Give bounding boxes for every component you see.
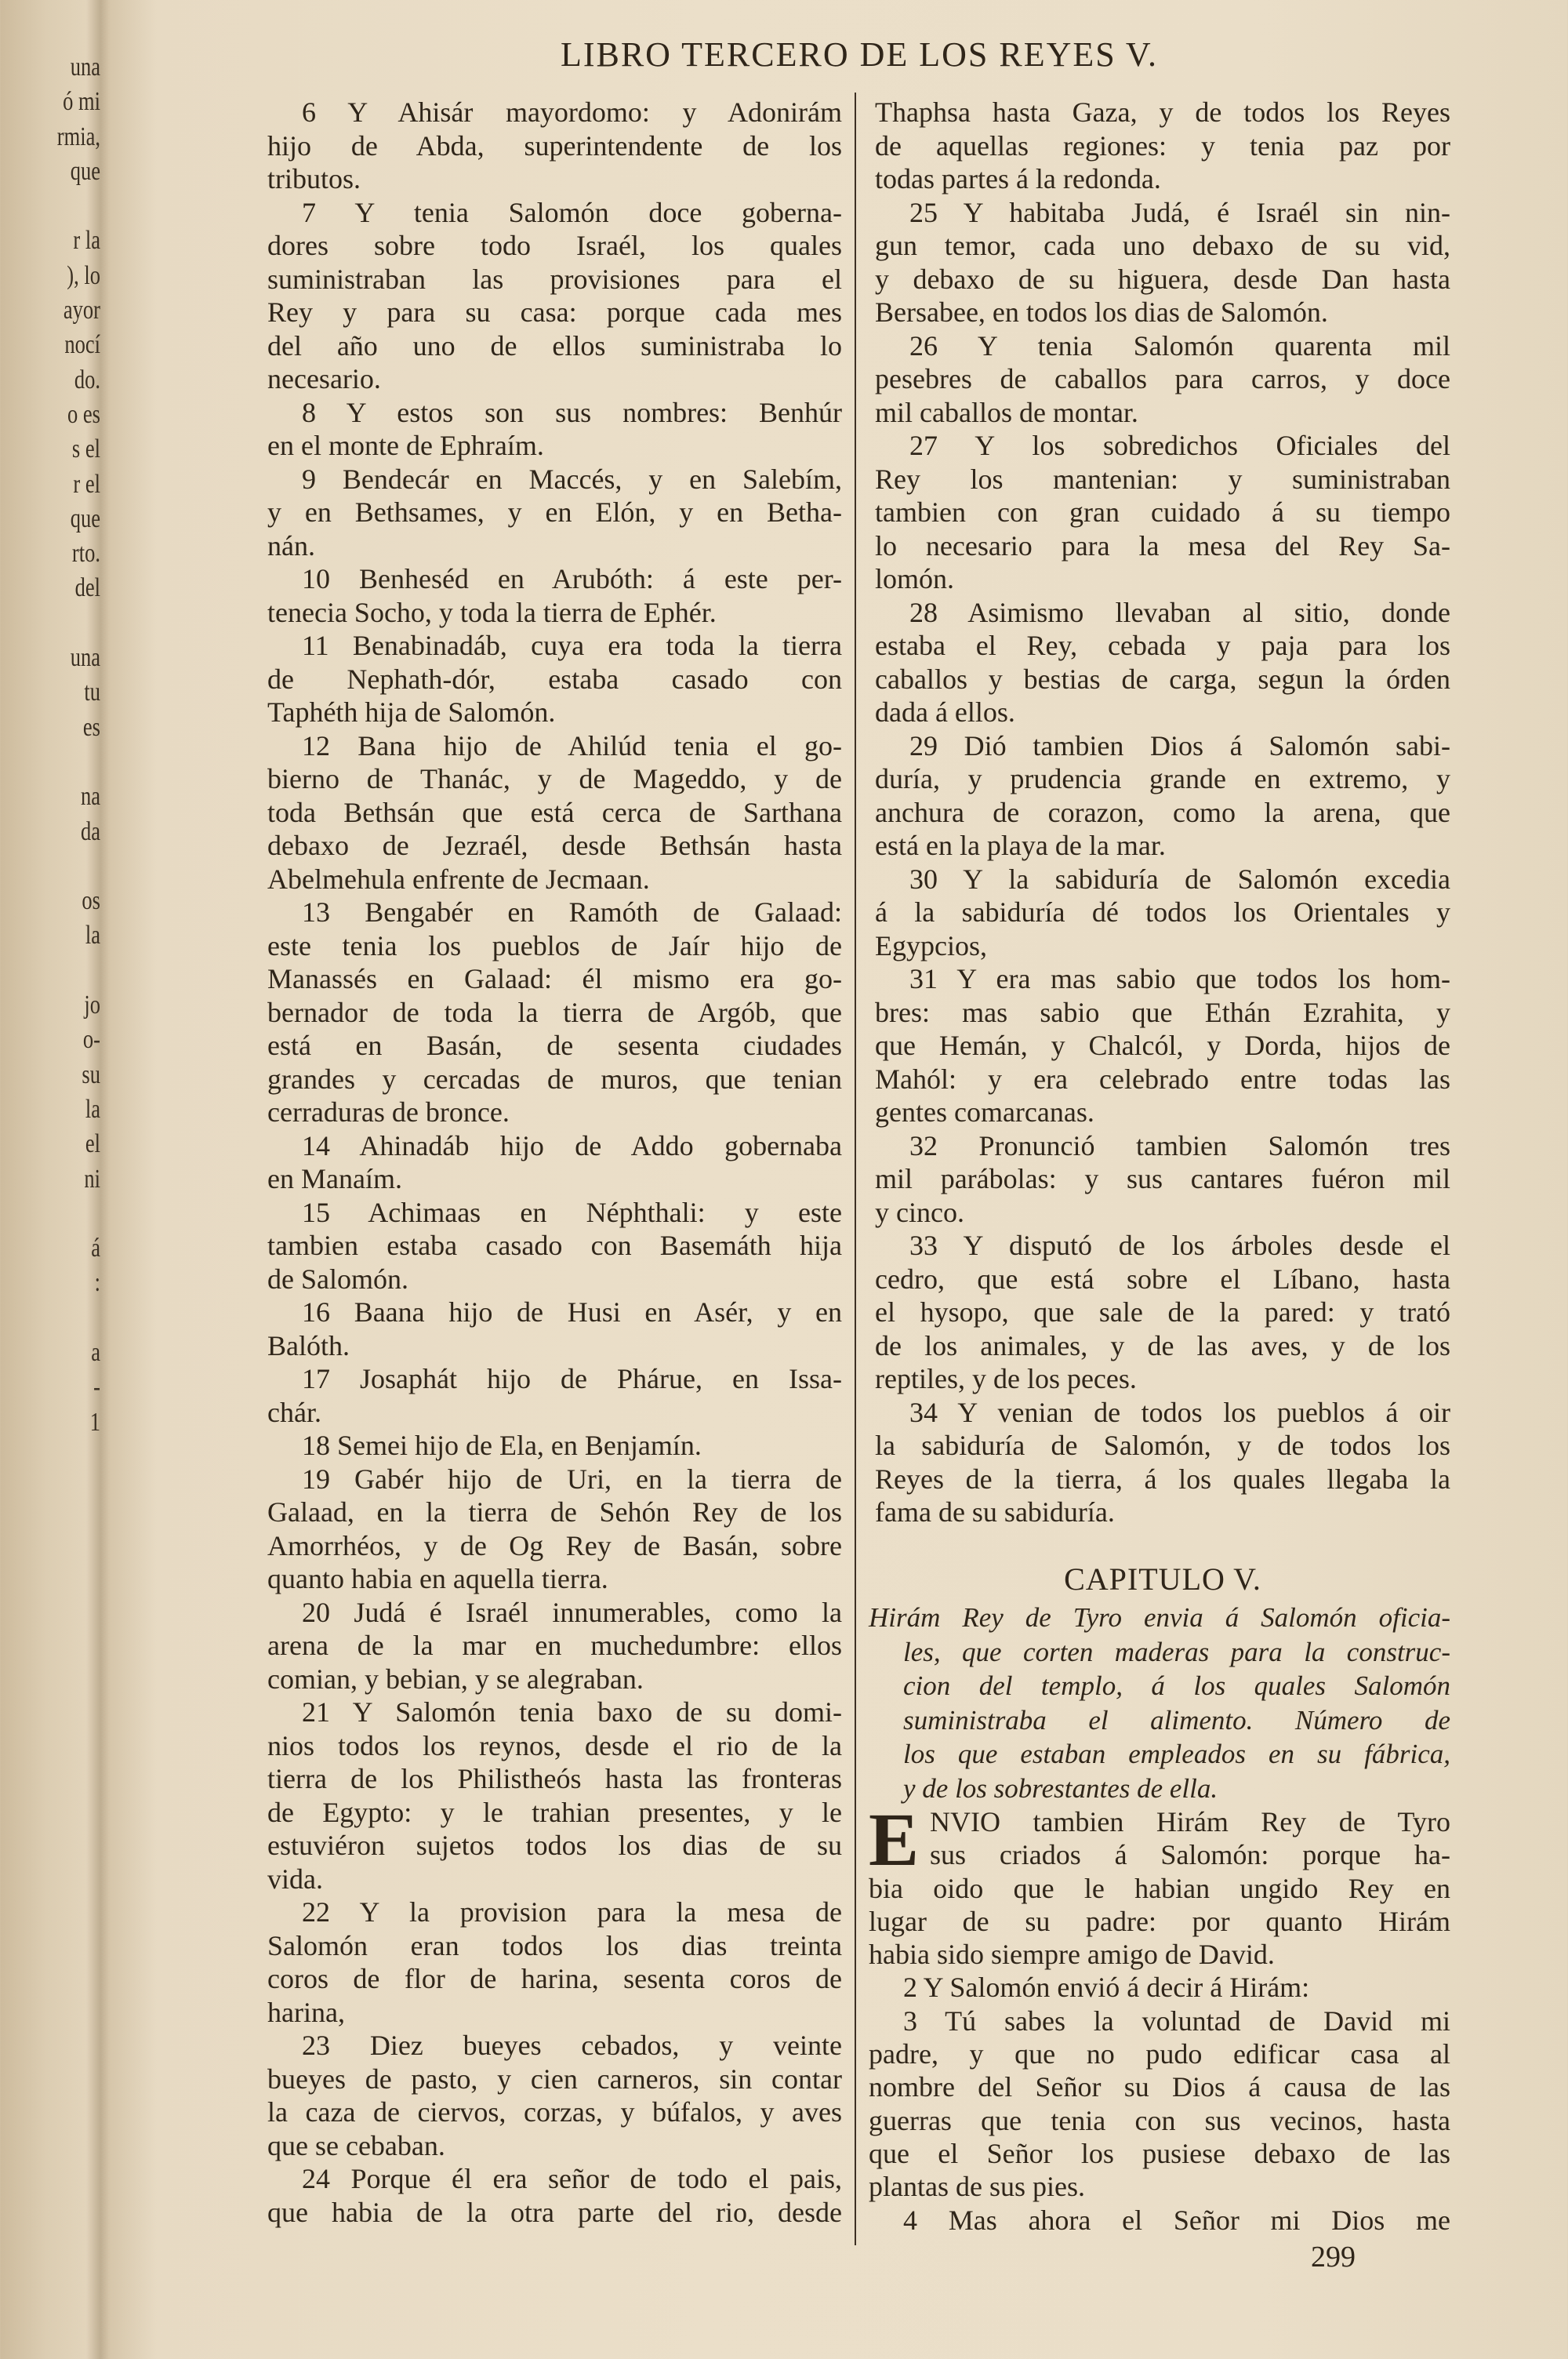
running-head: LIBRO TERCERO DE LOS REYES V.	[560, 35, 1159, 74]
text-line: 15 Achimaas en Néphthali: y este	[302, 1196, 842, 1228]
text-line: 10 Benheséd en Arubóth: á este per-	[302, 563, 842, 594]
text-line: está en la playa de la mar.	[875, 830, 1166, 861]
text-line: 33 Y disputó de los árboles desde el	[909, 1230, 1450, 1261]
text-line: Manassés en Galaad: él mismo era go-	[267, 963, 842, 994]
margin-fragment: rto.	[71, 539, 100, 569]
text-line: quanto habia en aquella tierra.	[267, 1563, 608, 1594]
text-line: Balóth.	[267, 1329, 350, 1361]
chapter-body	[869, 1797, 1450, 2237]
text-line: 25 Y habitaba Judá, é Israél sin nin-	[909, 196, 1450, 228]
margin-fragment-group	[0, 641, 100, 745]
text-line: de Nephath-dór, estaba casado con	[267, 663, 842, 695]
margin-fragment-group	[0, 884, 100, 954]
verse-paragraph	[267, 1463, 842, 1596]
text-line: dores sobre todo Israél, los quales	[267, 230, 842, 261]
margin-fragment-group	[0, 1231, 100, 1301]
text-line: chár.	[267, 1396, 321, 1428]
margin-fragment: do.	[74, 365, 100, 394]
text-line: el hysopo, que sale de la pared: y trató	[875, 1296, 1450, 1328]
text-line: tenecia Socho, y toda la tierra de Ephér.	[267, 596, 717, 628]
text-line: Thaphsa hasta Gaza, y de todos los Reyes	[875, 96, 1450, 128]
text-line: de aquellas regiones: y tenia paz por	[875, 129, 1450, 162]
margin-fragment: á	[91, 1234, 100, 1263]
margin-fragment: nocí	[64, 330, 100, 360]
margin-fragment: r el	[73, 469, 100, 499]
text-line: bueyes de pasto, y cien carneros, sin contar	[267, 2063, 842, 2095]
margin-fragment-group	[0, 988, 100, 1197]
margin-fragment: que	[70, 156, 100, 186]
text-line: mil parábolas: y sus cantares fuéron mil	[875, 1163, 1450, 1194]
text-line: 19 Gabér hijo de Uri, en la tierra de	[302, 1463, 842, 1495]
margin-fragment: 1	[89, 1407, 100, 1437]
verse-paragraph	[875, 96, 1450, 196]
text-line: suministraban las provisiones para el	[267, 263, 842, 295]
text-line: vida.	[267, 1863, 323, 1895]
text-line: de Egypto: y le trahian presentes, y le	[267, 1796, 842, 1828]
text-line: cedro, que está sobre el Líbano, hasta	[875, 1263, 1450, 1295]
text-line: 30 Y la sabiduría de Salomón excedia	[909, 863, 1450, 895]
verse-paragraph	[267, 96, 842, 196]
text-line: que el Señor los pusiese debaxo de las	[869, 2137, 1450, 2169]
verse-paragraph	[267, 1896, 842, 2029]
text-line: pesebres de caballos para carros, y doce	[875, 363, 1450, 394]
verse-paragraph	[875, 429, 1450, 596]
margin-fragment: ayor	[63, 296, 100, 325]
margin-fragment: -	[93, 1372, 100, 1402]
verse-paragraph	[267, 1196, 842, 1296]
text-line: de Salomón.	[267, 1263, 408, 1295]
text-line: bia oido que le habian ungido Rey en	[869, 1872, 1450, 1904]
text-line: estaba el Rey, cebada y paja para los	[875, 630, 1450, 661]
text-line: 2 Y Salomón envió á decir á Hirám:	[903, 1972, 1310, 2004]
text-line: grandes y cercadas de muros, que tenian	[267, 1063, 842, 1095]
verse-paragraph	[875, 729, 1450, 863]
text-line: toda Bethsán que está cerca de Sarthana	[267, 796, 842, 828]
left-text-column	[267, 96, 842, 2229]
text-line: lomón.	[875, 563, 955, 594]
verse-paragraph	[267, 1296, 842, 1362]
text-line: 22 Y la provision para la mesa de	[302, 1896, 842, 1928]
right-text-column	[875, 96, 1450, 1529]
verse-paragraph	[875, 1229, 1450, 1396]
text-line: 34 Y venian de todos los pueblos á oir	[909, 1396, 1450, 1428]
margin-fragment: o-	[82, 1025, 100, 1055]
text-line: tambien estaba casado con Basemáth hija	[267, 1230, 842, 1261]
margin-fragment-group	[0, 224, 100, 605]
text-line: gentes comarcanas.	[875, 1096, 1094, 1128]
margin-fragment: ), lo	[67, 260, 100, 290]
text-line: bierno de Thanác, y de Mageddo, y de	[267, 763, 842, 794]
text-line: habia sido siempre amigo de David.	[869, 1939, 1275, 1971]
margin-fragment: :	[94, 1268, 100, 1298]
verse-paragraph	[267, 1596, 842, 1696]
facing-page-margin-fragments	[0, 50, 100, 1474]
chapter-summary	[869, 1601, 1450, 1805]
summary-line: los que estaban empleados en su fábrica,	[903, 1739, 1450, 1769]
text-line: Egypcios,	[875, 929, 987, 961]
verse-paragraph	[875, 1129, 1450, 1230]
text-line: 18 Semei hijo de Ela, en Benjamín.	[302, 1430, 702, 1461]
verse-paragraph	[875, 863, 1450, 963]
text-line: este tenia los pueblos de Jaír hijo de	[267, 929, 842, 961]
summary-line: y de los sobrestantes de ella.	[903, 1772, 1218, 1804]
margin-fragment: o es	[67, 399, 100, 429]
text-line: todas partes á la redonda.	[875, 163, 1161, 194]
margin-fragment: jo	[84, 990, 100, 1020]
text-line: tierra de los Philistheós hasta las fronteras	[267, 1763, 842, 1794]
text-line: tributos.	[267, 163, 361, 194]
text-line: 16 Baana hijo de Husi en Asér, y en	[302, 1296, 842, 1328]
margin-fragment: s el	[71, 434, 100, 464]
summary-line: les, que corten maderas para la construc-	[903, 1636, 1450, 1667]
verse-paragraph	[869, 2005, 1450, 2204]
text-line: 14 Ahinadáb hijo de Addo gobernaba	[302, 1129, 842, 1161]
text-line: 13 Bengabér en Ramóth de Galaad:	[302, 896, 842, 928]
text-line: nombre del Señor su Dios á causa de las	[869, 2071, 1450, 2103]
text-line: 24 Porque él era señor de todo el pais,	[302, 2163, 842, 2194]
text-line: 4 Mas ahora el Señor mi Dios me	[903, 2204, 1450, 2236]
text-line: debaxo de Jezraél, desde Bethsán hasta	[267, 830, 842, 861]
text-line: la sabiduría de Salomón, y de todos los	[875, 1430, 1450, 1461]
text-line: que se cebaban.	[267, 2129, 445, 2161]
text-line: y cinco.	[875, 1196, 964, 1228]
text-line: gun temor, cada uno debaxo de su vid,	[875, 230, 1450, 261]
margin-fragment: rmia,	[56, 122, 100, 151]
text-line: 23 Diez bueyes cebados, y veinte	[302, 2030, 842, 2061]
margin-fragment: es	[82, 712, 100, 742]
margin-fragment: da	[80, 816, 100, 846]
summary-line: suministraba el alimento. Número de	[903, 1704, 1450, 1736]
summary-line: Hirám Rey de Tyro envia á Salomón oficia-	[869, 1602, 1450, 1633]
chapter-heading: CAPITULO V.	[1064, 1561, 1261, 1597]
text-line: duría, y prudencia grande en extremo, y	[875, 763, 1450, 794]
opening-paragraph	[869, 1797, 1450, 1971]
verse-paragraph	[267, 729, 842, 896]
text-line: 29 Dió tambien Dios á Salomón sabi-	[909, 729, 1450, 761]
text-line: 11 Benabinadáb, cuya era toda la tierra	[302, 630, 842, 661]
verse-paragraph	[869, 2204, 1450, 2237]
text-line: que Hemán, y Chalcól, y Dorda, hijos de	[875, 1030, 1450, 1061]
text-line: Mahól: y era celebrado entre todas las	[875, 1063, 1450, 1095]
text-line: Reyes de la tierra, á los quales llegaba la	[875, 1463, 1450, 1495]
summary-line: cion del templo, á los quales Salomón	[903, 1670, 1450, 1701]
text-line: caballos y bestias de carga, segun la órden	[875, 663, 1450, 695]
text-line: lugar de su padre: por quanto Hirám	[869, 1905, 1450, 1937]
column-divider	[855, 93, 856, 2245]
margin-fragment: su	[82, 1060, 100, 1089]
text-line: Salomón eran todos los dias treinta	[267, 1929, 842, 1961]
text-line: y debaxo de su higuera, desde Dan hasta	[875, 263, 1450, 295]
verse-paragraph	[267, 196, 842, 396]
text-line: Rey los mantenian: y suministraban	[875, 463, 1450, 495]
text-line: que habia de la otra parte del rio, desde	[267, 2196, 842, 2228]
text-line: 9 Bendecár en Maccés, y en Salebím,	[302, 463, 842, 495]
margin-fragment: ó mi	[63, 87, 100, 117]
text-line: bres: mas sabio que Ethán Ezrahita, y	[875, 996, 1450, 1028]
text-line: 26 Y tenia Salomón quarenta mil	[909, 329, 1450, 362]
verse-paragraph	[267, 2162, 842, 2229]
text-line: 21 Y Salomón tenia baxo de su domi-	[302, 1696, 842, 1728]
verse-paragraph	[267, 463, 842, 563]
text-line: NVIO tambien Hirám Rey de Tyro	[930, 1806, 1450, 1837]
margin-fragment: una	[70, 53, 100, 82]
margin-fragment: que	[70, 503, 100, 533]
text-line: 7 Y tenia Salomón doce goberna-	[302, 196, 842, 228]
text-line: plantas de sus pies.	[869, 2171, 1085, 2203]
text-line: dada á ellos.	[875, 696, 1015, 728]
margin-fragment-group	[0, 780, 100, 849]
text-line: padre, y que no pudo edificar casa al	[869, 2038, 1450, 2070]
verse-paragraph	[267, 629, 842, 729]
text-line: reptiles, y de los peces.	[875, 1363, 1137, 1394]
verse-paragraph	[267, 896, 842, 1129]
text-line: 27 Y los sobredichos Oficiales del	[909, 430, 1450, 461]
text-line: 32 Pronunció tambien Salomón tres	[909, 1129, 1450, 1161]
text-line: 8 Y estos son sus nombres: Benhúr	[302, 396, 842, 428]
margin-fragment: tu	[84, 678, 100, 707]
text-line: 6 Y Ahisár mayordomo: y Adonirám	[302, 96, 842, 128]
text-line: de los animales, y de las aves, y de los	[875, 1329, 1450, 1361]
text-line: estuviéron sujetos todos los dias de su	[267, 1830, 842, 1861]
text-line: anchura de corazon, como la arena, que	[875, 796, 1450, 828]
text-line: guerras que tenia con sus vecinos, hasta	[869, 2104, 1450, 2136]
text-line: á la sabiduría dé todos los Orientales y	[875, 896, 1450, 928]
text-line: 31 Y era mas sabio que todos los hom-	[909, 963, 1450, 994]
margin-fragment: del	[74, 573, 100, 603]
page-number: 299	[1311, 2241, 1356, 2274]
text-line: arena de la mar en muchedumbre: ellos	[267, 1630, 842, 1661]
margin-fragment: na	[80, 782, 100, 812]
margin-fragment: a	[91, 1337, 100, 1367]
text-line: nios todos los reynos, desde el rio de la	[267, 1729, 842, 1761]
text-line: en Manaím.	[267, 1163, 402, 1194]
text-line: tambien con gran cuidado á su tiempo	[875, 496, 1450, 528]
verse-paragraph	[267, 562, 842, 629]
drop-cap-letter: E	[869, 1797, 920, 1881]
verse-paragraph	[869, 1971, 1450, 2004]
text-line: del año uno de ellos suministraba lo	[267, 329, 842, 362]
text-line: 17 Josaphát hijo de Phárue, en Issa-	[302, 1363, 842, 1394]
margin-fragment: el	[85, 1129, 100, 1159]
text-line: coros de flor de harina, sesenta coros de	[267, 1963, 842, 1994]
text-line: Taphéth hija de Salomón.	[267, 696, 556, 728]
verse-paragraph	[875, 329, 1450, 430]
text-line: hijo de Abda, superintendente de los	[267, 129, 842, 162]
text-line: está en Basán, de sesenta ciudades	[267, 1030, 842, 1061]
text-line: 3 Tú sabes la voluntad de David mi	[903, 2005, 1450, 2037]
text-line: necesario.	[267, 363, 381, 394]
text-line: harina,	[267, 1996, 345, 2028]
verse-paragraph	[875, 962, 1450, 1129]
text-line: 12 Bana hijo de Ahilúd tenia el go-	[302, 729, 842, 761]
text-line: Abelmehula enfrente de Jecmaan.	[267, 863, 650, 895]
verse-paragraph	[875, 196, 1450, 329]
verse-paragraph	[875, 596, 1450, 729]
margin-fragment: r la	[73, 226, 100, 256]
text-line: Rey y para su casa: porque cada mes	[267, 296, 842, 328]
text-line: mil caballos de montar.	[875, 396, 1138, 428]
verse-paragraph	[267, 1696, 842, 1896]
text-line: y en Bethsames, y en Elón, y en Betha-	[267, 496, 842, 528]
text-line: nán.	[267, 529, 315, 562]
text-line: comian, y bebian, y se alegraban.	[267, 1663, 644, 1695]
margin-fragment: la	[85, 921, 100, 951]
text-line: cerraduras de bronce.	[267, 1096, 510, 1128]
text-line: 20 Judá é Israél innumerables, como la	[302, 1596, 842, 1628]
verse-paragraph	[267, 1362, 842, 1429]
margin-fragment: la	[85, 1094, 100, 1124]
verse-paragraph	[267, 1429, 842, 1463]
text-line: Bersabee, en todos los dias de Salomón.	[875, 296, 1328, 328]
text-line: Amorrhéos, y de Og Rey de Basán, sobre	[267, 1529, 842, 1561]
text-line: la caza de ciervos, corzas, y búfalos, y aves	[267, 2096, 842, 2128]
verse-paragraph	[267, 396, 842, 463]
margin-fragment: os	[82, 886, 100, 916]
text-line: sus criados á Salomón: porque ha-	[930, 1839, 1450, 1871]
text-line: 28 Asimismo llevaban al sitio, donde	[909, 596, 1450, 628]
verse-paragraph	[267, 1129, 842, 1196]
margin-fragment: una	[70, 643, 100, 673]
text-line: fama de su sabiduría.	[875, 1496, 1115, 1528]
margin-fragment: ni	[84, 1164, 100, 1194]
text-line: lo necesario para la mesa del Rey Sa-	[875, 529, 1450, 562]
text-line: en el monte de Ephraím.	[267, 430, 544, 461]
margin-fragment-group	[0, 1336, 100, 1440]
text-line: bernador de toda la tierra de Argób, que	[267, 996, 842, 1028]
verse-paragraph	[875, 1396, 1450, 1529]
verse-paragraph	[267, 2029, 842, 2162]
text-line: Galaad, en la tierra de Sehón Rey de los	[267, 1496, 842, 1528]
